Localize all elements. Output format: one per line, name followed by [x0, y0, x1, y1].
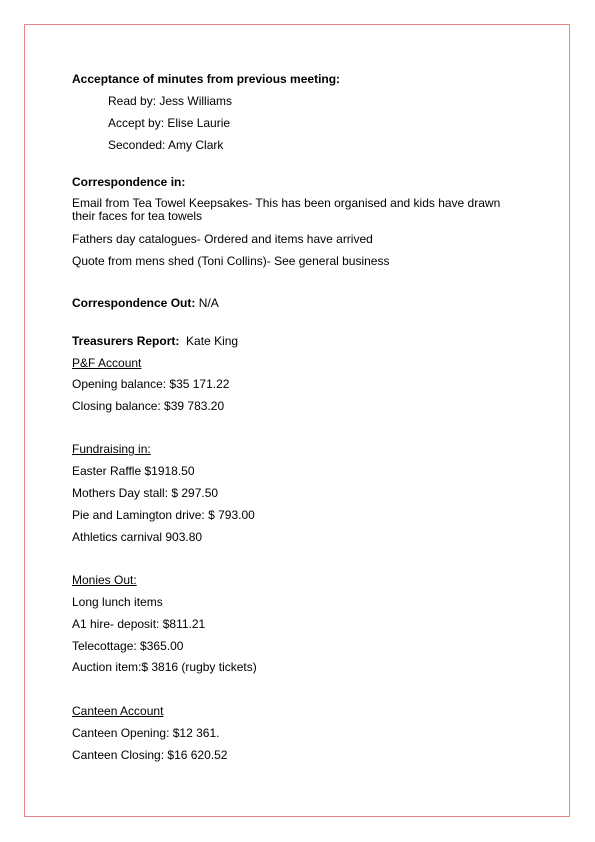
monies-out-item: Auction item:$ 3816 (rugby tickets) [72, 660, 257, 674]
canteen-closing: Canteen Closing: $16 620.52 [72, 748, 228, 762]
fundraising-item: Mothers Day stall: $ 297.50 [72, 486, 219, 500]
monies-out-item: Long lunch items [72, 595, 163, 609]
page-border [24, 24, 570, 817]
minutes-heading: Acceptance of minutes from previous meeting: [72, 72, 341, 86]
fundraising-item: Pie and Lamington drive: $ 793.00 [72, 508, 255, 522]
minutes-accept-by: Accept by: Elise Laurie [108, 116, 231, 130]
correspondence-out-label: Correspondence Out: [72, 296, 196, 310]
correspondence-in-heading: Correspondence in: [72, 175, 186, 189]
treasurers-report-value: Kate King [179, 334, 239, 348]
correspondence-in-item: Quote from mens shed (Toni Collins)- See general business [72, 254, 390, 268]
fundraising-item: Easter Raffle $1918.50 [72, 464, 195, 478]
pf-opening-balance: Opening balance: $35 171.22 [72, 377, 230, 391]
pf-closing-balance: Closing balance: $39 783.20 [72, 399, 225, 413]
minutes-read-by: Read by: Jess Williams [108, 94, 233, 108]
correspondence-out [72, 297, 219, 310]
canteen-account-heading: Canteen Account [72, 704, 164, 718]
correspondence-in-item: Email from Tea Towel Keepsakes- This has been organised and kids have drawn their faces for tea towels [72, 196, 501, 223]
correspondence-out-value: N/A [195, 296, 219, 310]
fundraising-item: Athletics carnival 903.80 [72, 530, 203, 544]
pf-account-heading: P&F Account [72, 356, 142, 370]
canteen-opening: Canteen Opening: $12 361. [72, 726, 220, 740]
treasurers-report-label: Treasurers Report: [72, 334, 180, 348]
minutes-seconded: Seconded: Amy Clark [108, 138, 224, 152]
monies-out-item: Telecottage: $365.00 [72, 639, 184, 653]
monies-out-item: A1 hire- deposit: $811.21 [72, 617, 206, 631]
correspondence-in-item: Fathers day catalogues- Ordered and items have arrived [72, 232, 373, 246]
treasurers-report [72, 335, 238, 348]
fundraising-heading: Fundraising in: [72, 442, 151, 456]
monies-out-heading: Monies Out: [72, 573, 137, 587]
